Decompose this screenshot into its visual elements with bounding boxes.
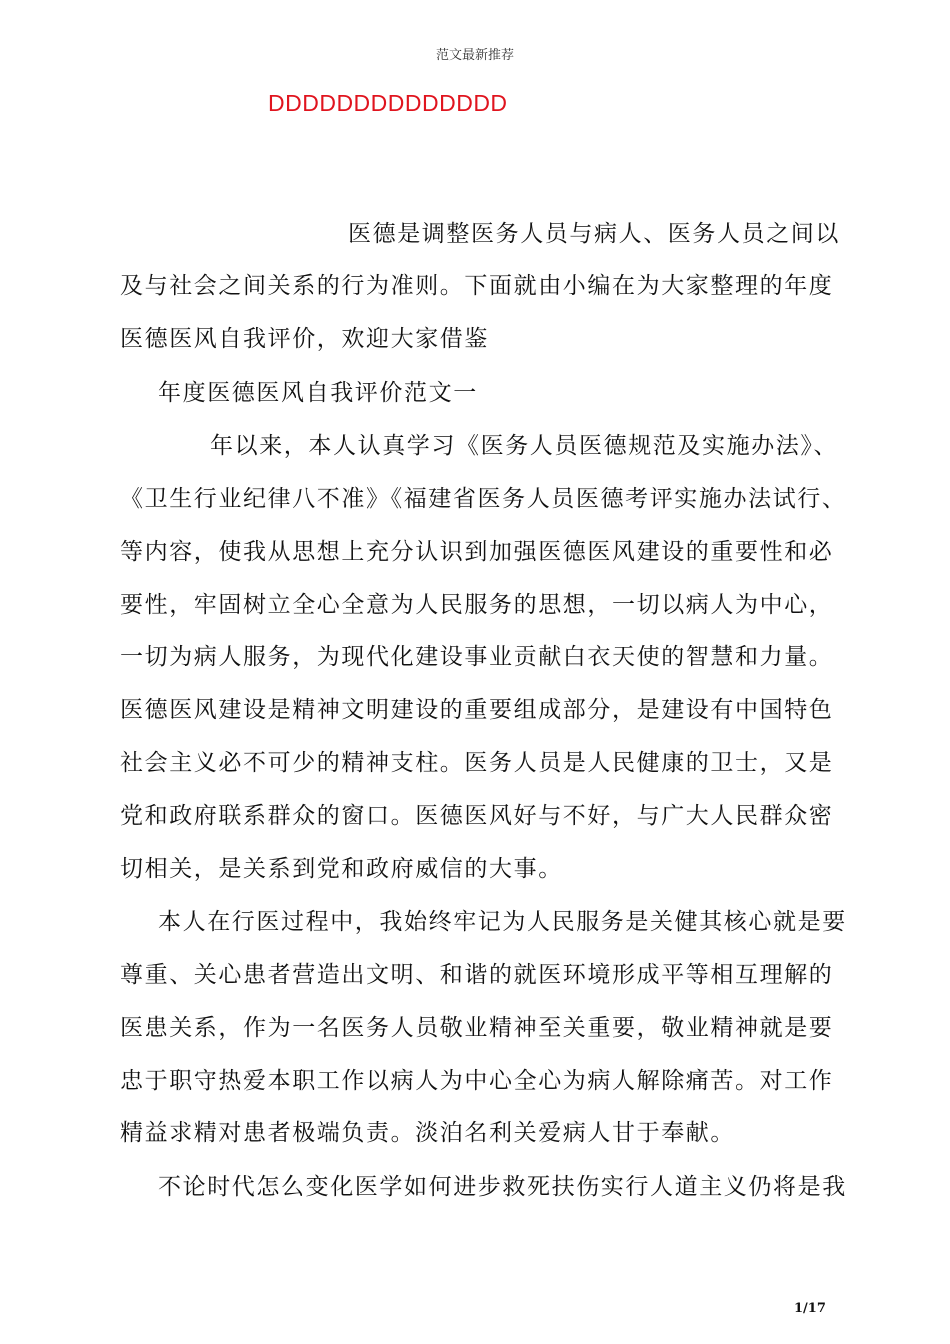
text-line: 医患关系，作为一名医务人员敬业精神至关重要，敬业精神就是要 (120, 1015, 834, 1041)
text-line: 及与社会之间关系的行为准则。下面就由小编在为大家整理的年度 (120, 273, 834, 299)
page-header: 范文最新推荐 (435, 48, 514, 63)
red-title: DDDDDDDDDDDDDD (268, 90, 508, 116)
text-line: 党和政府联系群众的窗口。医德医风好与不好，与广大人民群众密 (120, 803, 834, 829)
text-line: 一切为病人服务，为现代化建设事业贡献白衣天使的智慧和力量。 (120, 644, 834, 670)
text-line: 医德医风建设是精神文明建设的重要组成部分，是建设有中国特色 (120, 697, 834, 723)
text-line: 等内容，使我从思想上充分认识到加强医德医风建设的重要性和必 (120, 539, 834, 565)
text-line: 切相关，是关系到党和政府威信的大事。 (120, 856, 563, 882)
text-line: 《卫生行业纪律八不准》《福建省医务人员医德考评实施办法试行、 (120, 486, 847, 512)
section-heading: 年度医德医风自我评价范文一 (158, 380, 478, 406)
text-line: 本人在行医过程中，我始终牢记为人民服务是关健其核心就是要 (158, 909, 847, 935)
text-line: 不论时代怎么变化医学如何进步救死扶伤实行人道主义仍将是我 (158, 1174, 847, 1200)
text-line: 社会主义必不可少的精神支柱。医务人员是人民健康的卫士，又是 (120, 750, 834, 776)
text-line: 医德医风自我评价，欢迎大家借鉴 (120, 326, 489, 352)
text-line: 精益求精对患者极端负责。淡泊名利关爱病人甘于奉献。 (120, 1120, 735, 1146)
page-number: 1/17 (794, 1301, 826, 1316)
text-line: 忠于职守热爱本职工作以病人为中心全心为病人解除痛苦。对工作 (120, 1068, 834, 1094)
text-line: 尊重、关心患者营造出文明、和谐的就医环境形成平等相互理解的 (120, 962, 834, 988)
text-line: 医德是调整医务人员与病人、医务人员之间以 (348, 221, 840, 247)
text-line: 要性，牢固树立全心全意为人民服务的思想，一切以病人为中心， (120, 592, 834, 618)
text-line: 年以来，本人认真学习《医务人员医德规范及实施办法》、 (210, 433, 839, 459)
